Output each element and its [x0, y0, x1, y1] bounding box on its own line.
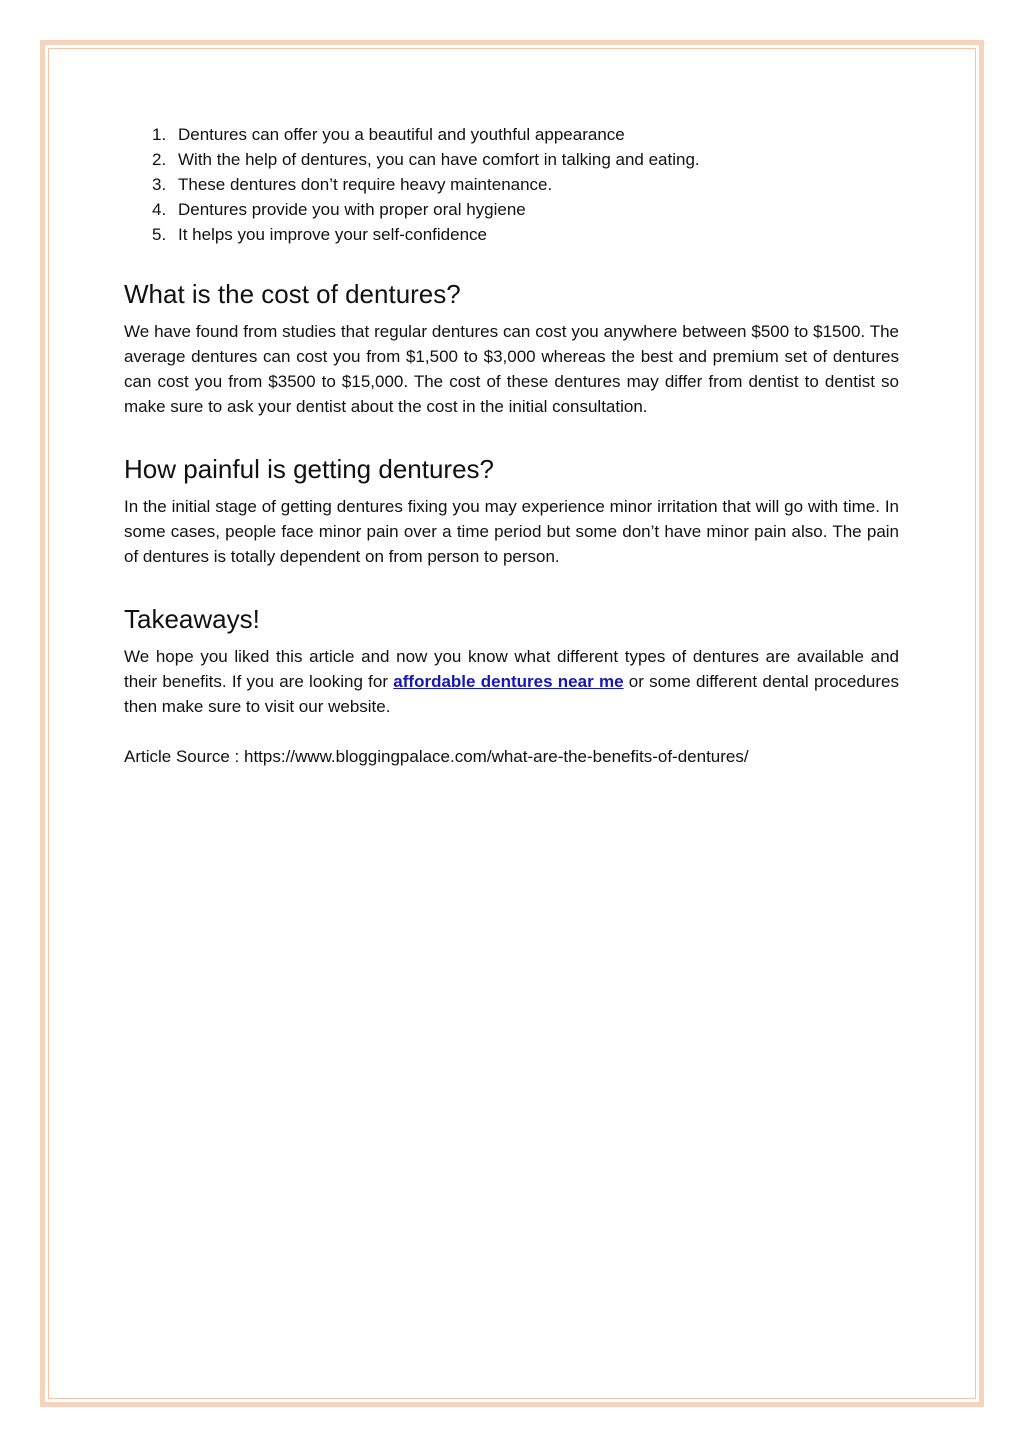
takeaways-text-before: We hope you liked this article and now you know what different types of dentures are available and their benefits. If you are looking for — [124, 647, 899, 691]
benefits-list — [124, 122, 899, 247]
list-item-number: 4. — [152, 200, 167, 219]
list-item-text: It helps you improve your self-confidence — [178, 225, 487, 244]
list-item-text: Dentures provide you with proper oral hygiene — [178, 200, 526, 219]
list-item — [124, 172, 899, 197]
cost-heading: What is the cost of dentures? — [124, 279, 461, 309]
article-source: Article Source : https://www.bloggingpalace.com/what-are-the-benefits-of-dentures/ — [124, 747, 749, 766]
list-item-text: These dentures don’t require heavy maintenance. — [178, 175, 553, 194]
takeaways-paragraph — [124, 644, 899, 719]
document-content — [124, 122, 899, 769]
affordable-dentures-link[interactable]: affordable dentures near me — [393, 672, 624, 691]
pain-heading: How painful is getting dentures? — [124, 454, 495, 484]
list-item — [124, 197, 899, 222]
cost-paragraph: We have found from studies that regular dentures can cost you anywhere between $500 to $1500. The average dentures can cost you from $1,500 to $3,000 whereas the best and premium set of dentures can cost you from $3500 to $15,000. The cost of these dentures may differ from dentist to dentist so make sure to ask your dentist about the cost in the initial consultation. — [124, 322, 899, 416]
takeaways-heading: Takeaways! — [124, 604, 260, 634]
list-item-text: With the help of dentures, you can have comfort in talking and eating. — [178, 150, 700, 169]
pain-paragraph: In the initial stage of getting dentures fixing you may experience minor irritation that will go with time. In some cases, people face minor pain over a time period but some don’t have minor pain also. The pain of dentures is totally dependent on from person to person. — [124, 497, 899, 566]
list-item-number: 1. — [152, 125, 167, 144]
list-item-number: 5. — [152, 225, 167, 244]
list-item — [124, 147, 899, 172]
list-item-text: Dentures can offer you a beautiful and youthful appearance — [178, 125, 625, 144]
list-item — [124, 222, 899, 247]
list-item — [124, 122, 899, 147]
list-item-number: 3. — [152, 175, 167, 194]
list-item-number: 2. — [152, 150, 167, 169]
takeaways-text-after: or some different dental procedures then make sure to visit our website. — [124, 672, 899, 716]
